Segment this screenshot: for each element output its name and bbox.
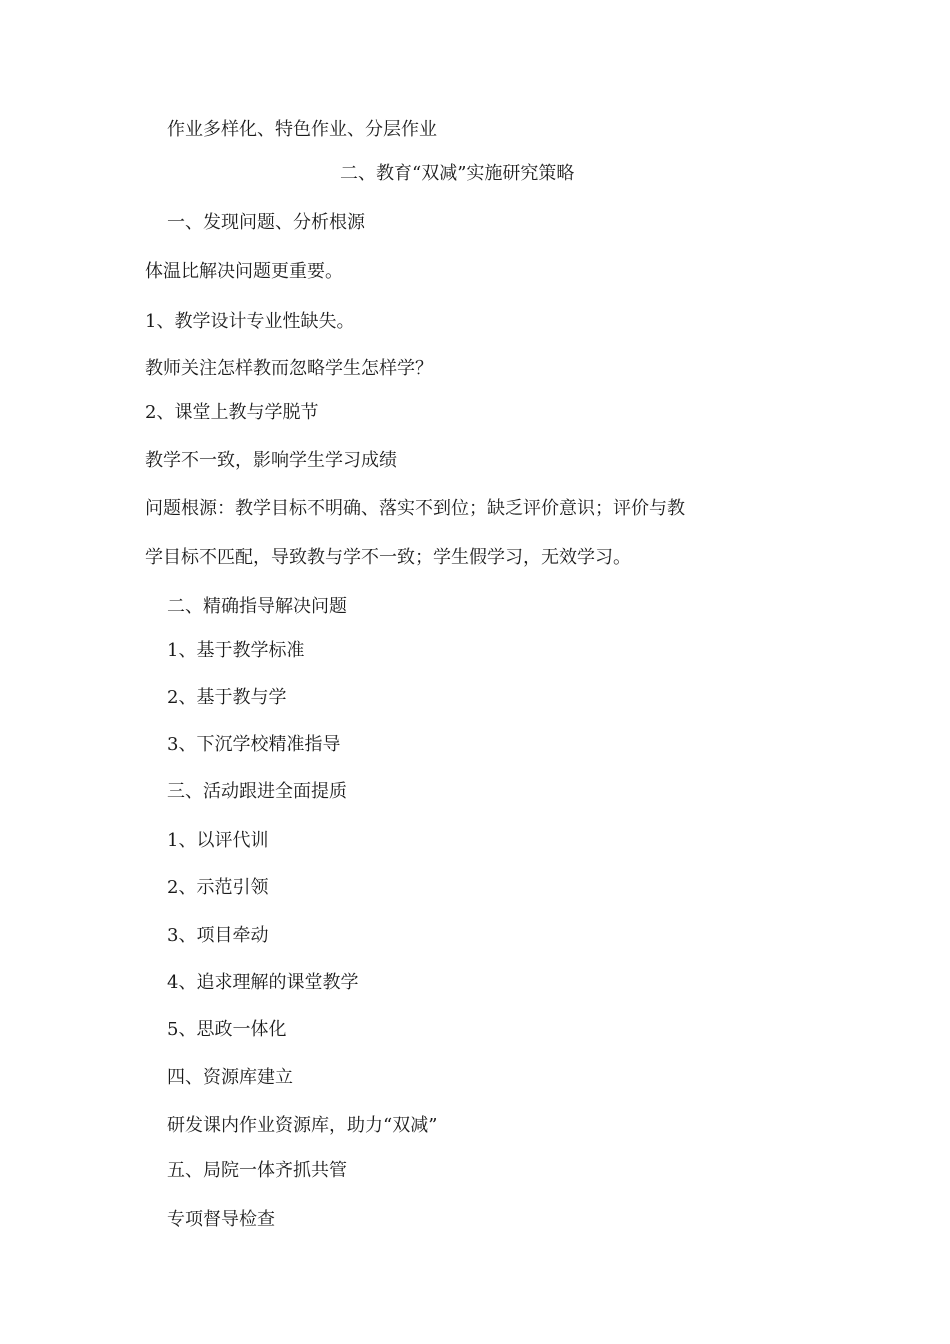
subsection-heading: 三、活动跟进全面提质: [167, 781, 347, 802]
text-line: 专项督导检查: [167, 1209, 275, 1230]
list-item: 5、思政一体化: [167, 1019, 287, 1040]
text-line: 教学不一致，影响学生学习成绩: [145, 450, 397, 471]
text-line: 体温比解决问题更重要。: [145, 261, 343, 282]
subsection-heading: 四、资源库建立: [167, 1067, 293, 1088]
list-item: 4、追求理解的课堂教学: [167, 972, 359, 993]
text-line: 学目标不匹配，导致教与学不一致；学生假学习，无效学习。: [145, 547, 631, 568]
list-item: 2、基于教与学: [167, 687, 287, 708]
list-item: 1、以评代训: [167, 830, 269, 851]
text-line: 教师关注怎样教而忽略学生怎样学？: [145, 358, 433, 379]
text-line: 作业多样化、特色作业、分层作业: [167, 119, 437, 140]
list-item: 2、示范引领: [167, 877, 269, 898]
text-line: 问题根源：教学目标不明确、落实不到位；缺乏评价意识；评价与教: [145, 498, 685, 519]
list-item: 2、课堂上教与学脱节: [145, 402, 319, 423]
subsection-heading: 一、发现问题、分析根源: [167, 212, 365, 233]
subsection-heading: 二、精确指导解决问题: [167, 596, 347, 617]
list-item: 1、教学设计专业性缺失。: [145, 311, 355, 332]
subsection-heading: 五、局院一体齐抓共管: [167, 1160, 347, 1181]
section-heading: 二、教育“双减”实施研究策略: [340, 163, 575, 184]
list-item: 1、基于教学标准: [167, 640, 305, 661]
list-item: 3、项目牵动: [167, 925, 269, 946]
list-item: 3、下沉学校精准指导: [167, 734, 341, 755]
text-line: 研发课内作业资源库，助力“双减”: [167, 1115, 438, 1136]
